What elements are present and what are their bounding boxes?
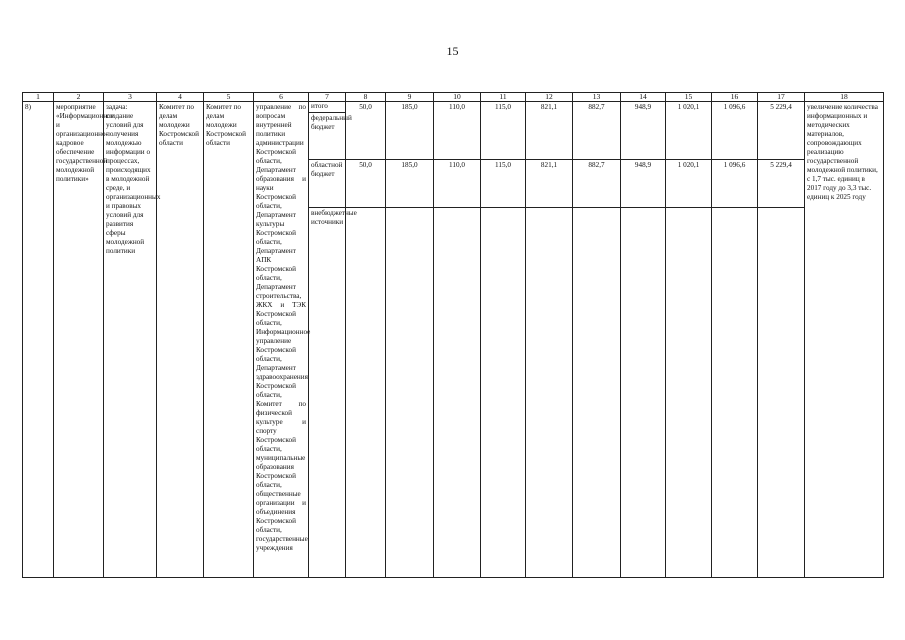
value-cell [346,208,386,578]
value-cell: 1 020,1 [666,160,712,208]
value-cell: 882,7 [573,102,621,160]
task-cell: задача: создание условий для получения молодежью информации о процессах, происходящих в молодежной среде, и организационных и правовых условий для развития сферы молодежной политики [104,102,157,578]
value-cell [434,208,481,578]
value-cell: 110,0 [434,160,481,208]
col-header: 3 [104,93,157,102]
value-cell [758,208,805,578]
source-total: итого [309,102,345,113]
value-cell: 185,0 [386,102,434,160]
coordinator-cell: Комитет по делам молодежи Костромской области [157,102,204,578]
value-cell: 115,0 [481,160,526,208]
result-cell: увеличение количества информационных и методических материалов, сопровождающих реализацию государственной молодежной политики, с 1,7 тыс. единиц в 2017 году до 3,3 тыс. единиц к 2025 году [805,102,884,578]
col-header: 2 [54,93,104,102]
col-header: 5 [204,93,254,102]
table-row [23,102,884,160]
value-cell: 948,9 [621,160,666,208]
program-table [22,92,884,578]
col-header: 7 [309,93,346,102]
col-header: 6 [254,93,309,102]
col-header: 1 [23,93,54,102]
col-header: 18 [805,93,884,102]
col-header: 9 [386,93,434,102]
page-number: 15 [446,44,459,58]
value-cell [666,208,712,578]
value-cell: 821,1 [526,160,573,208]
responsible-cell: Комитет по делам молодежи Костромской области [204,102,254,578]
value-cell: 110,0 [434,102,481,160]
value-cell: 1 096,6 [712,160,758,208]
value-cell [481,208,526,578]
value-cell: 115,0 [481,102,526,160]
value-cell: 50,0 [346,160,386,208]
executors-cell: управление по вопросам внутренней политики администрации Костромской области, Департамент образования и науки Костромской области, Департамент культуры Костромской области, Департамент АПК Костромской области, Департамент строительства, ЖКХ и ТЭК Костромской области, Информационное управление Костромской области, Департамент здравоохранения Костромской области, Комитет по физической культуре и спорту Костромской области, муниципальные образования Костромской области, общественные организации и объединения Костромской области, государственные учреждения [254,102,309,578]
value-cell: 1 020,1 [666,102,712,160]
col-header: 12 [526,93,573,102]
col-header: 15 [666,93,712,102]
col-header: 10 [434,93,481,102]
source-regional: областной бюджет [309,160,346,208]
value-cell: 50,0 [346,102,386,160]
col-header: 17 [758,93,805,102]
col-header: 4 [157,93,204,102]
value-cell [386,208,434,578]
value-cell: 821,1 [526,102,573,160]
value-cell: 1 096,6 [712,102,758,160]
value-cell: 5 229,4 [758,160,805,208]
header-row [23,93,884,102]
value-cell: 185,0 [386,160,434,208]
row-index: 8) [23,102,54,578]
activity-cell: мероприятие «Информационное и организационно-кадровое обеспечение государственной молодежной политики» [54,102,104,578]
value-cell [712,208,758,578]
col-header: 11 [481,93,526,102]
value-cell [526,208,573,578]
value-cell: 948,9 [621,102,666,160]
value-cell: 5 229,4 [758,102,805,160]
value-cell: 882,7 [573,160,621,208]
col-header: 8 [346,93,386,102]
source-name [309,102,352,160]
value-cell [621,208,666,578]
col-header: 14 [621,93,666,102]
value-cell [573,208,621,578]
col-header: 13 [573,93,621,102]
source-extrabudget: внебюджетные источники [309,208,346,578]
col-header: 16 [712,93,758,102]
source-federal: федеральный бюджет [311,114,352,131]
